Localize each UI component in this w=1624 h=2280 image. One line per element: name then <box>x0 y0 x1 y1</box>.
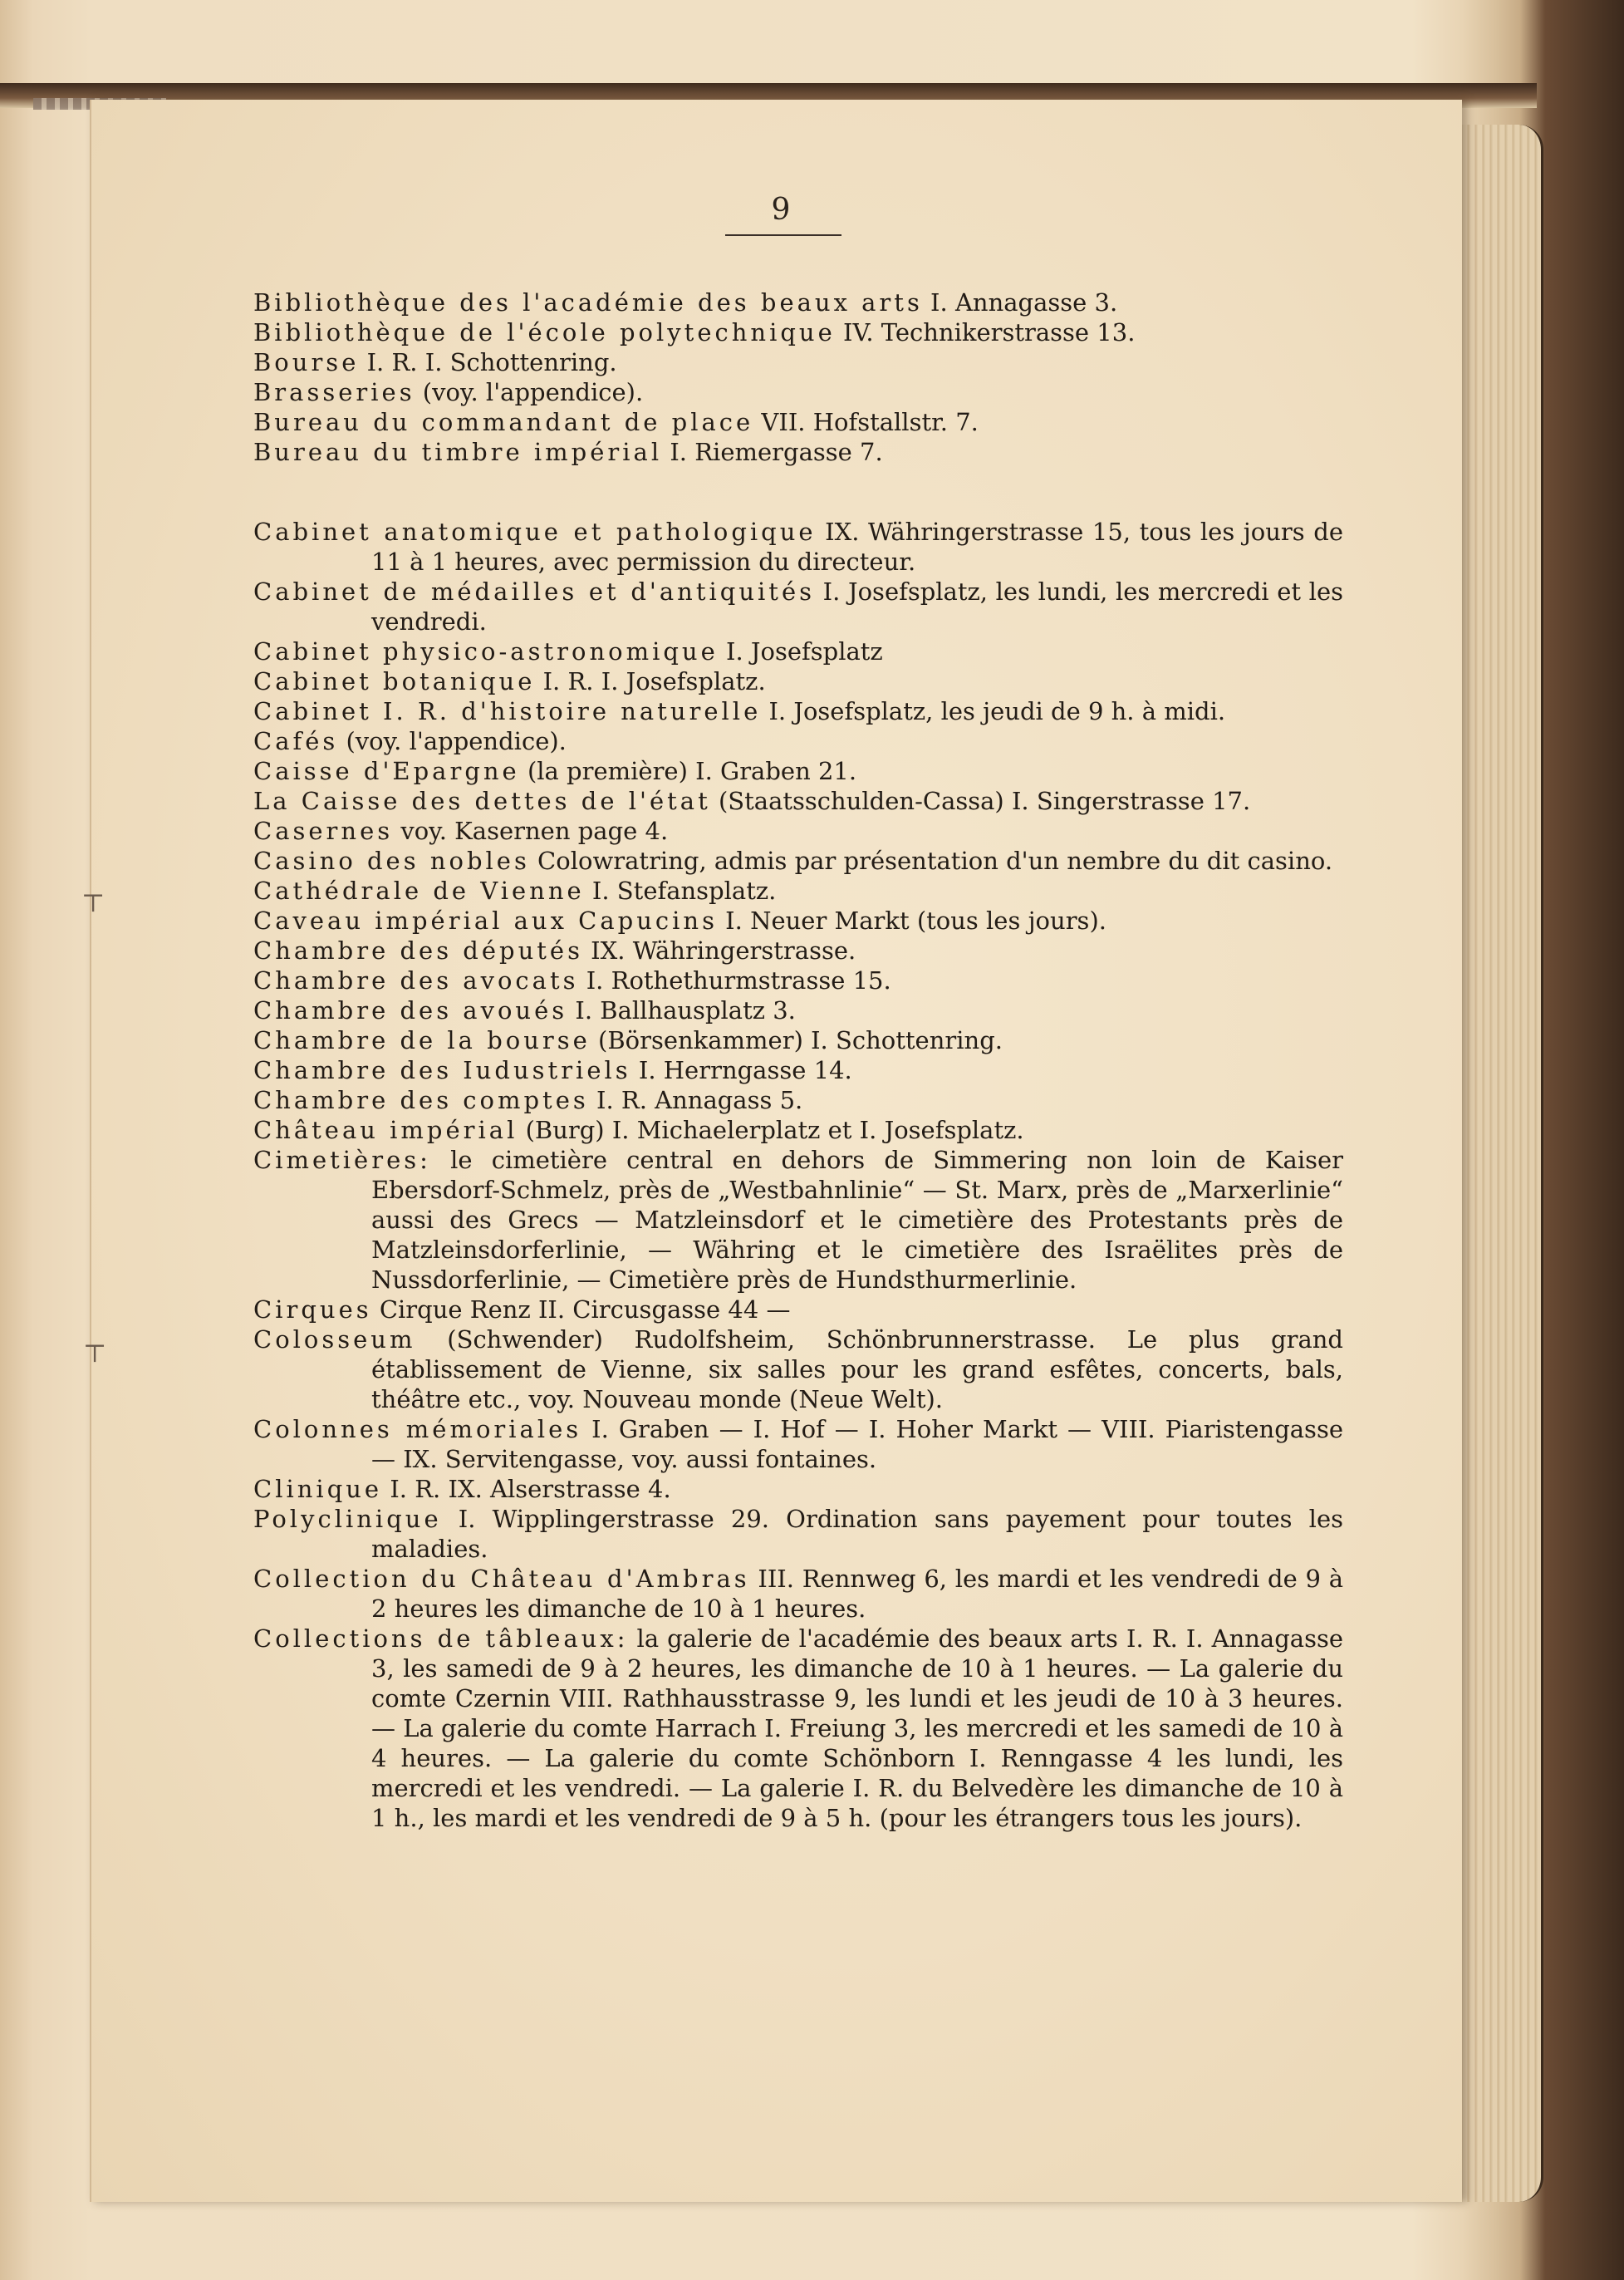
entry <box>253 666 1343 696</box>
entry-term: Cabinet physico-astronomique <box>253 637 719 666</box>
entry <box>253 1145 1343 1295</box>
entry-text: I. Annagasse 3. <box>922 288 1118 317</box>
entry-term: Polyclinique <box>253 1505 442 1533</box>
entry-text: I. Riemergasse 7. <box>662 438 883 466</box>
entry-text: (Staatsschulden-Cassa) I. Singerstrasse 17. <box>710 787 1251 815</box>
entry-term: Cabinet botanique <box>253 667 536 695</box>
entry-text: III. Rennweg 6, les mardi et les vendredi de 9 à 2 heures les dimanche de 10 à 1 heures. <box>371 1565 1343 1623</box>
entry-text: IX. Währingerstrasse. <box>582 936 856 965</box>
entry-term: Cathédrale de Vienne <box>253 877 585 905</box>
entry-term: Chambre des avocats <box>253 966 579 995</box>
entry <box>253 1295 1343 1324</box>
entry-term: Brasseries <box>253 378 415 406</box>
entry-term: Cafés <box>253 727 339 755</box>
page-number: 9 <box>771 193 791 227</box>
entry-term: Clinique <box>253 1475 383 1503</box>
entry <box>253 1055 1343 1085</box>
entry-term: Cabinet I. R. d'histoire naturelle <box>253 697 762 725</box>
entry-text: I. R. IX. Alserstrasse 4. <box>382 1475 671 1503</box>
entry <box>253 936 1343 966</box>
entry-term: Bibliothèque de l'école polytechnique <box>253 318 836 346</box>
entry-term: Bureau du commandant de place <box>253 408 754 436</box>
entry <box>253 756 1343 786</box>
margin-mark: ⊤ <box>81 889 105 918</box>
entry-text: (Börsenkammer) I. Schottenring. <box>590 1026 1003 1054</box>
entry <box>253 846 1343 876</box>
entry-text: I. Ballhausplatz 3. <box>567 996 796 1025</box>
entry <box>253 1414 1343 1474</box>
entry-term: Caveau impérial aux Capucins <box>253 907 718 935</box>
margin-mark: ⊤ <box>83 1339 107 1368</box>
entry-text: le cimetière central en dehors de Simmering non loin de Kaiser Ebersdorf-Schmelz, près de „Westbahnlinie“ — St. Marx, près de „Marxerlinie“ aussi des Grecs — Matzleinsdorf et le cimetière des Protestants près de Matzleinsdorferlinie, — Währing et le cimetière des Israëlites près de Nussdorferlinie, — Cimetière près de Hundsthurmerlinie. <box>371 1146 1343 1294</box>
entry <box>253 1085 1343 1115</box>
entry-text: (voy. l'appendice). <box>338 727 567 755</box>
entry <box>253 786 1343 816</box>
entry-term: Chambre des avoués <box>253 996 568 1025</box>
entry-text: I. Neuer Markt (tous les jours). <box>717 907 1106 935</box>
entry-term: Casino des nobles <box>253 847 530 875</box>
entry <box>253 876 1343 906</box>
entry <box>253 1504 1343 1564</box>
entry <box>253 966 1343 995</box>
entry <box>253 577 1343 636</box>
entry-term: Casernes <box>253 817 394 845</box>
entry-term: Cabinet anatomique et pathologique <box>253 518 817 546</box>
entry-term: Colosseum <box>253 1325 416 1354</box>
entry-term: Chambre des députés <box>253 936 583 965</box>
entry <box>253 517 1343 577</box>
entry <box>253 1025 1343 1055</box>
entry <box>253 726 1343 756</box>
entry-text: Cirque Renz II. Circusgasse 44 — <box>371 1295 791 1324</box>
entry-text: VII. Hofstallstr. 7. <box>753 408 979 436</box>
page-number-rule <box>725 234 841 236</box>
entry-text: (voy. l'appendice). <box>415 378 644 406</box>
entry <box>253 816 1343 846</box>
entry <box>253 906 1343 936</box>
entry-text: I. Stefansplatz. <box>584 877 777 905</box>
entry-text: voy. Kasernen page 4. <box>393 817 669 845</box>
entry-term: Cabinet de médailles et d'antiquités <box>253 577 815 606</box>
entry-text: I. Josefsplatz, les jeudi de 9 h. à midi. <box>761 697 1226 725</box>
entry-term: Bureau du timbre impérial <box>253 438 663 466</box>
entry <box>253 1115 1343 1145</box>
entry-term: Collections de tâbleaux: <box>253 1624 629 1653</box>
entry-term: Caisse d'Epargne <box>253 757 520 785</box>
entry <box>253 377 1343 407</box>
entry-text: (la première) I. Graben 21. <box>519 757 857 785</box>
entry <box>253 696 1343 726</box>
entry <box>253 636 1343 666</box>
entry <box>253 317 1343 347</box>
entry-term: Bibliothèque des l'académie des beaux arts <box>253 288 923 317</box>
entry-term: Château impérial <box>253 1116 518 1144</box>
entry <box>253 407 1343 437</box>
entry-term: Collection du Château d'Ambras <box>253 1565 750 1593</box>
entry-text: I. R. I. Schottenring. <box>359 348 617 376</box>
entry-term: La Caisse des dettes de l'état <box>253 787 711 815</box>
entry <box>253 1474 1343 1504</box>
entry-text: I. R. I. Josefsplatz. <box>535 667 766 695</box>
entry-text: I. Josefsplatz <box>718 637 883 666</box>
entry-term: Colonnes mémoriales <box>253 1415 582 1443</box>
entry <box>253 437 1343 467</box>
entry-term: Chambre des comptes <box>253 1086 589 1114</box>
entry-text: Colowratring, admis par présentation d'un nembre du dit casino. <box>529 847 1333 875</box>
entry <box>253 1324 1343 1414</box>
entry <box>253 1564 1343 1624</box>
entry-text: I. Rothethurmstrasse 15. <box>578 966 891 995</box>
entry-term: Bourse <box>253 348 360 376</box>
entry-text: I. Herrngasse 14. <box>630 1056 852 1084</box>
entry-text: la galerie de l'académie des beaux arts I. R. I. Annagasse 3, les samedi de 9 à 2 heures, les dimanche de 10 à 1 heures. — La galerie du comte Czernin VIII. Rathhausstrasse 9, les lundi et les jeudi de 10 à 3 heures. — La galerie du comte Harrach I. Freiung 3, les mercredi et les samedi de 10 à 4 heures. — La galerie du comte Schönborn I. Renngasse 4 les lundi, les mercredi et les vendredi. — La galerie I. R. du Belvedère les dimanche de 10 à 1 h., les mardi et les vendredi de 9 à 5 h. (pour les étrangers tous les jours). <box>371 1624 1344 1832</box>
entry-text: IV. Technikerstrasse 13. <box>835 318 1136 346</box>
entry <box>253 1624 1343 1833</box>
entry-term: Chambre des Iudustriels <box>253 1056 631 1084</box>
entry-text: (Burg) I. Michaelerplatz et I. Josefsplatz. <box>518 1116 1024 1144</box>
entry-text: I. Graben — I. Hof — I. Hoher Markt — VIII. Piaristengasse — IX. Servitengasse, voy. aussi fontaines. <box>371 1415 1343 1473</box>
entry-text: I. Josefsplatz, les lundi, les mercredi et les vendredi. <box>371 577 1343 636</box>
entry-text: (Schwender) Rudolfsheim, Schönbrunnerstrasse. Le plus grand établissement de Vienne, six salles pour les grand esfêtes, concerts, bals, théâtre etc., voy. Nouveau monde (Neue Welt). <box>371 1325 1343 1413</box>
entry-term: Cimetières: <box>253 1146 431 1174</box>
entry-term: Cirques <box>253 1295 372 1324</box>
entry-text: IX. Währingerstrasse 15, tous les jours de 11 à 1 heures, avec permission du directeur. <box>371 518 1343 576</box>
entry <box>253 287 1343 317</box>
entry-text: I. Wipplingerstrasse 29. Ordination sans payement pour toutes les maladies. <box>371 1505 1343 1563</box>
entry <box>253 347 1343 377</box>
entry <box>253 995 1343 1025</box>
entry-text: I. R. Annagass 5. <box>588 1086 803 1114</box>
entry-term: Chambre de la bourse <box>253 1026 591 1054</box>
directory-entries <box>253 287 1343 1833</box>
